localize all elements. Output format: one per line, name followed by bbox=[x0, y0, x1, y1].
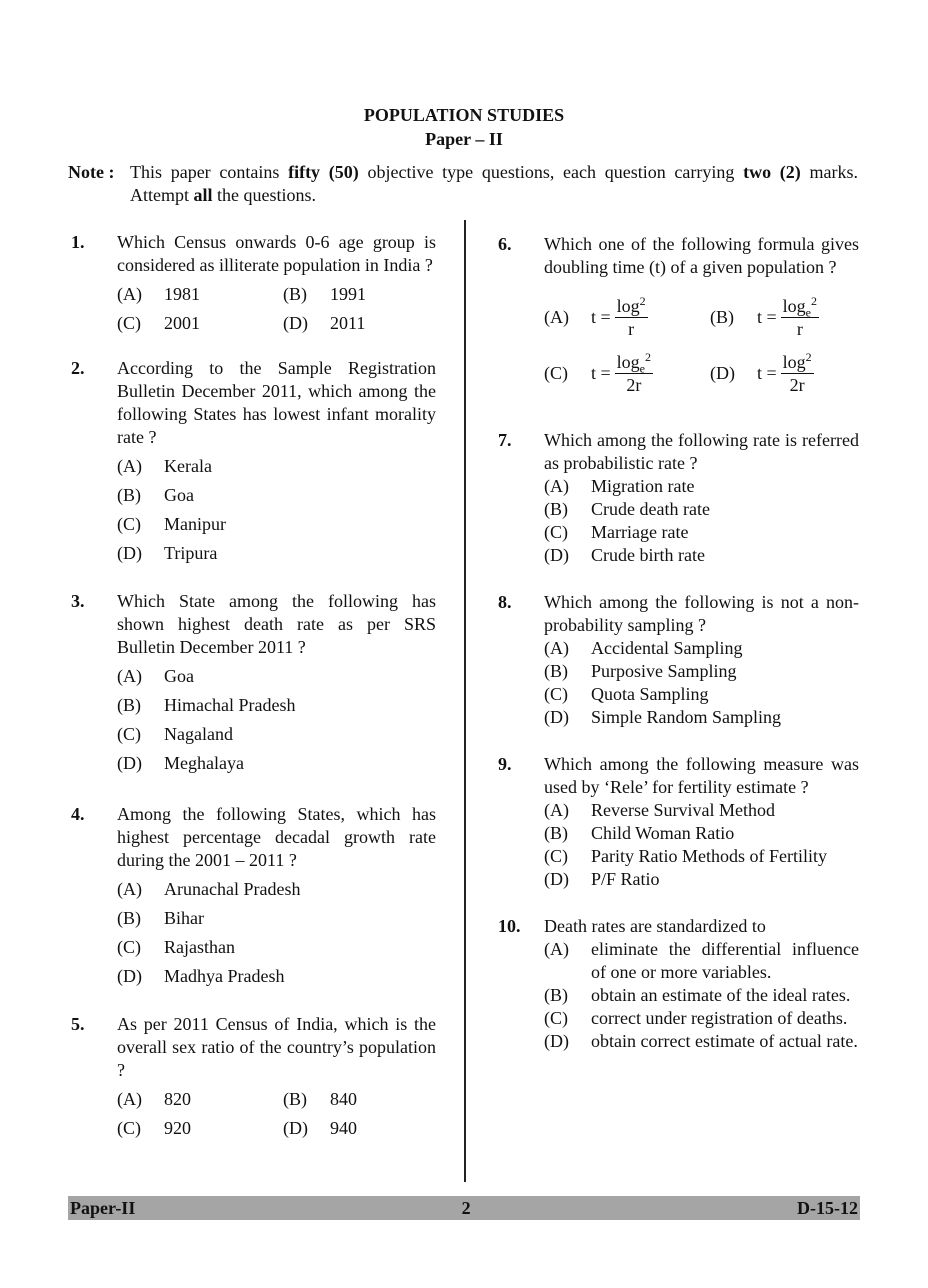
question-number: 10. bbox=[498, 916, 521, 936]
question-8 bbox=[495, 591, 859, 729]
option-b[interactable]: (B) Goa bbox=[117, 485, 194, 505]
option-b[interactable]: (B) Himachal Pradesh bbox=[117, 695, 296, 715]
question-1 bbox=[68, 231, 436, 335]
option-b[interactable]: (B) t = $\frac{\log_e^2}{r}$ bbox=[710, 293, 817, 339]
question-text: Which State among the following has shown highest death rate as per SRS Bulletin December 2011 ? bbox=[117, 591, 436, 657]
column-divider bbox=[464, 220, 466, 1182]
question-7 bbox=[495, 429, 859, 567]
option-a[interactable]: (A) Goa bbox=[117, 666, 194, 686]
page-subtitle: Paper – II bbox=[425, 129, 503, 149]
note-label: Note : bbox=[68, 162, 115, 182]
options bbox=[544, 799, 859, 891]
footer-code: D-15-12 bbox=[796, 1197, 858, 1218]
option-b[interactable]: (B) obtain an estimate of the ideal rates. bbox=[544, 985, 851, 1005]
option-a[interactable]: (A) Kerala bbox=[117, 456, 212, 476]
option-a[interactable]: (A) Arunachal Pradesh bbox=[117, 879, 301, 899]
question-6 bbox=[495, 233, 859, 401]
question-3 bbox=[68, 590, 436, 778]
option-c[interactable]: (C) correct under registration of deaths. bbox=[544, 1008, 848, 1028]
option-c[interactable]: (C) 920 bbox=[117, 1118, 191, 1138]
option-d[interactable]: (D) Madhya Pradesh bbox=[117, 966, 285, 986]
options bbox=[544, 938, 859, 1053]
option-c[interactable]: (C) Rajasthan bbox=[117, 937, 235, 957]
question-number: 5. bbox=[71, 1014, 85, 1034]
option-a[interactable]: (A) Reverse Survival Method bbox=[544, 800, 775, 820]
formula-fraction: $\frac{\log^2}{2r}$ bbox=[782, 349, 812, 395]
option-c[interactable]: (C) Manipur bbox=[117, 514, 226, 534]
option-a[interactable]: (A) Migration rate bbox=[544, 476, 695, 496]
question-text: Which among the following measure was used by ‘Rele’ for fertility estimate ? bbox=[544, 754, 859, 797]
option-d[interactable]: (D) 940 bbox=[283, 1118, 357, 1138]
note-text: This paper contains fifty (50) objective type questions, each question carrying two (2) marks. Attempt all the questions. bbox=[130, 162, 858, 205]
option-d[interactable]: (D) 2011 bbox=[283, 313, 366, 333]
question-text: Which among the following rate is referred as probabilistic rate ? bbox=[544, 430, 859, 473]
right-column bbox=[495, 231, 859, 1053]
options bbox=[117, 452, 436, 568]
question-text: As per 2011 Census of India, which is the overall sex ratio of the country’s population ? bbox=[117, 1014, 436, 1080]
question-number: 1. bbox=[71, 232, 85, 252]
question-5 bbox=[68, 1013, 436, 1140]
option-c[interactable]: (C) Nagaland bbox=[117, 724, 233, 744]
question-4 bbox=[68, 803, 436, 991]
options bbox=[117, 283, 436, 335]
question-number: 8. bbox=[498, 592, 512, 612]
question-number: 9. bbox=[498, 754, 512, 774]
option-b[interactable]: (B) Child Woman Ratio bbox=[544, 823, 735, 843]
question-text: Which one of the following formula gives doubling time (t) of a given population ? bbox=[544, 234, 859, 277]
option-a[interactable]: (A) Accidental Sampling bbox=[544, 638, 743, 658]
option-b[interactable]: (B) Bihar bbox=[117, 908, 204, 928]
options bbox=[117, 1088, 436, 1140]
option-c[interactable]: (C) 2001 bbox=[117, 313, 200, 333]
formula-fraction: $\frac{\log^2}{r}$ bbox=[616, 293, 646, 339]
options bbox=[117, 662, 436, 778]
question-2 bbox=[68, 357, 436, 568]
option-b[interactable]: (B) 1991 bbox=[283, 284, 366, 304]
option-a[interactable]: (A) eliminate the differential influence of one or more variables. bbox=[544, 939, 859, 982]
left-column bbox=[68, 231, 436, 1140]
option-c[interactable]: (C) Marriage rate bbox=[544, 522, 689, 542]
option-c[interactable]: (C) t = $\frac{\log_e^2}{2r}$ bbox=[544, 349, 651, 395]
question-9 bbox=[495, 753, 859, 891]
option-d[interactable]: (D) t = $\frac{\log^2}{2r}$ bbox=[710, 349, 812, 395]
option-d[interactable]: (D) Meghalaya bbox=[117, 753, 244, 773]
question-number: 4. bbox=[71, 804, 85, 824]
question-10 bbox=[495, 915, 859, 1053]
option-d[interactable]: (D) P/F Ratio bbox=[544, 869, 660, 889]
question-text: Which Census onwards 0-6 age group is considered as illiterate population in India ? bbox=[117, 232, 436, 275]
formula-fraction: $\frac{\log_e^2}{r}$ bbox=[782, 293, 817, 339]
option-d[interactable]: (D) Crude birth rate bbox=[544, 545, 705, 565]
option-c[interactable]: (C) Parity Ratio Methods of Fertility bbox=[544, 846, 827, 866]
question-text: Death rates are standardized to bbox=[544, 916, 766, 936]
question-text: Which among the following is not a non-probability sampling ? bbox=[544, 592, 859, 635]
option-a[interactable]: (A) t = $\frac{\log^2}{r}$ bbox=[544, 293, 646, 339]
instructions-note bbox=[68, 161, 858, 207]
option-b[interactable]: (B) Purposive Sampling bbox=[544, 661, 737, 681]
question-number: 6. bbox=[498, 234, 512, 254]
options bbox=[544, 475, 859, 567]
option-b[interactable]: (B) Crude death rate bbox=[544, 499, 710, 519]
option-c[interactable]: (C) Quota Sampling bbox=[544, 684, 709, 704]
page-number: 2 bbox=[461, 1197, 471, 1218]
question-number: 3. bbox=[71, 591, 85, 611]
question-number: 2. bbox=[71, 358, 85, 378]
option-a[interactable]: (A) 1981 bbox=[117, 284, 200, 304]
footer-paper-label: Paper-II bbox=[70, 1197, 136, 1218]
option-a[interactable]: (A) 820 bbox=[117, 1089, 191, 1109]
option-d[interactable]: (D) Simple Random Sampling bbox=[544, 707, 782, 727]
question-text: Among the following States, which has highest percentage decadal growth rate during the 2001 – 2011 ? bbox=[117, 804, 436, 870]
option-b[interactable]: (B) 840 bbox=[283, 1089, 357, 1109]
formula-fraction: $\frac{\log_e^2}{2r}$ bbox=[616, 349, 651, 395]
options bbox=[544, 637, 859, 729]
formula-options bbox=[544, 289, 859, 401]
question-text: According to the Sample Registration Bulletin December 2011, which among the following States has lowest infant morality rate ? bbox=[117, 358, 436, 447]
question-number: 7. bbox=[498, 430, 512, 450]
option-d[interactable]: (D) Tripura bbox=[117, 543, 218, 563]
page-title: POPULATION STUDIES bbox=[363, 105, 565, 125]
options bbox=[117, 875, 436, 991]
page-footer bbox=[68, 1196, 860, 1220]
option-d[interactable]: (D) obtain correct estimate of actual rate. bbox=[544, 1031, 858, 1051]
